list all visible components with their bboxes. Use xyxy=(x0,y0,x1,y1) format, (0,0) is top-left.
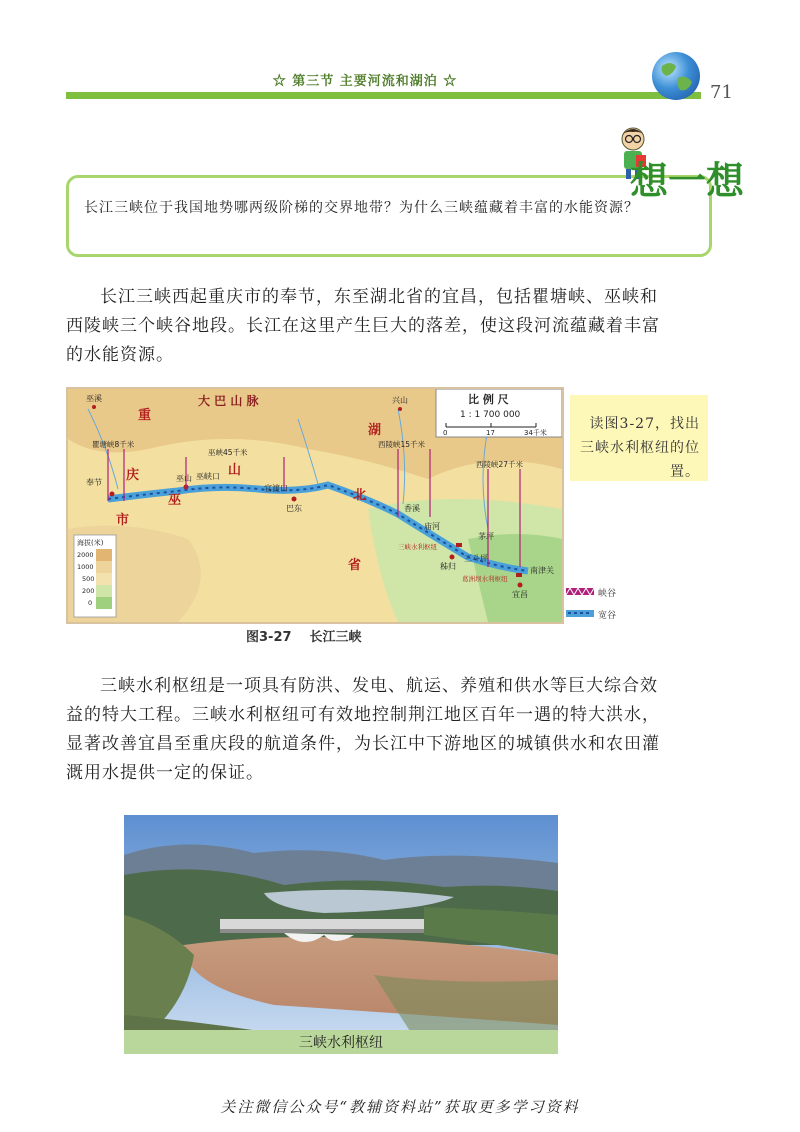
map-dam-label: 三峡水利枢纽 xyxy=(398,543,437,551)
map-region-label: 山 xyxy=(228,463,242,478)
map-region-label: 重 xyxy=(138,408,152,423)
map-region-label: 湖 xyxy=(368,423,382,438)
map-elevation-level: 2000 xyxy=(77,551,94,559)
map-place: 巴东 xyxy=(286,504,302,513)
map-dam-label: 葛洲坝水利枢纽 xyxy=(462,575,508,583)
map-gorge-label: 瞿塘峡8千米 xyxy=(92,440,135,449)
body-paragraph: 三峡水利枢纽是一项具有防洪、发电、航运、养殖和供水等巨大综合效益的特大工程。三峡水利枢纽可有效地控制荆江地区百年一遇的特大洪水，显著改善宜昌至重庆段的航道条件，为长江中下游地区的城镇供水和农田灌溉用水提供一定的保证。 xyxy=(66,676,660,783)
header-divider xyxy=(66,92,701,99)
three-gorges-map xyxy=(66,387,564,624)
valley-legend-gorge: 峡谷 xyxy=(598,589,617,599)
map-place: 南津关 xyxy=(530,566,554,575)
map-elevation-title: 海拔(米) xyxy=(77,539,104,547)
map-caption-title: 长江三峡 xyxy=(309,630,362,645)
map-region-label: 省 xyxy=(348,558,362,573)
map-place: 三斗坪 xyxy=(464,554,488,563)
map-scale-title: 比 例 尺 xyxy=(468,393,509,406)
map-place: 宜昌 xyxy=(512,590,528,599)
map-place: 香溪 xyxy=(404,504,420,513)
footer-watermark: 关注微信公众号“教辅资料站”获取更多学习资料 xyxy=(220,1098,580,1116)
map-scale-tick: 0 xyxy=(443,429,448,437)
map-scale-ratio: 1 : 1 700 000 xyxy=(460,410,521,420)
map-gorge-label: 西陵峡15千米 xyxy=(378,440,426,449)
map-scale-tick: 34千米 xyxy=(524,429,547,437)
map-place: 奉节 xyxy=(86,478,102,487)
map-place: 秭归 xyxy=(440,562,456,571)
three-gorges-dam-photo xyxy=(124,815,558,1053)
map-place: 巫峡口 xyxy=(196,472,220,481)
map-region-label: 市 xyxy=(116,513,130,528)
map-caption-number: 图3-27 xyxy=(246,630,292,645)
map-elevation-level: 1000 xyxy=(77,563,94,571)
map-place: 茅坪 xyxy=(478,532,494,541)
side-note-text: 读图3-27，找出三峡水利枢纽的位置。 xyxy=(580,416,700,480)
map-region-label: 北 xyxy=(353,488,367,503)
map-elevation-level: 200 xyxy=(82,587,95,595)
body-paragraph: 长江三峡西起重庆市的奉节，东至湖北省的宜昌，包括瞿塘峡、巫峡和西陵峡三个峡谷地段。长江在这里产生巨大的落差，使这段河流蕴藏着丰富的水能资源。 xyxy=(66,287,660,365)
map-place: 兴山 xyxy=(392,396,408,405)
page-number: 71 xyxy=(710,82,733,103)
map-place: 官渡口 xyxy=(264,484,288,493)
map-caption xyxy=(246,626,380,645)
map-elevation-level: 500 xyxy=(82,575,95,583)
map-region-label: 庆 xyxy=(126,468,140,483)
map-gorge-label: 巫峡45千米 xyxy=(208,448,248,457)
map-elevation-level: 0 xyxy=(88,599,93,607)
photo-caption: 三峡水利枢纽 xyxy=(299,1035,383,1051)
think-label: 想一想 xyxy=(630,158,745,203)
valley-legend xyxy=(566,586,626,620)
think-question: 长江三峡位于我国地势哪两级阶梯的交界地带？为什么三峡蕴藏着丰富的水能资源？ xyxy=(84,200,639,216)
map-scale-tick: 17 xyxy=(486,429,495,437)
map-place: 巫山 xyxy=(176,474,192,483)
map-region-label: 巫 xyxy=(168,493,182,508)
valley-legend-wide: 宽谷 xyxy=(598,611,617,620)
globe-icon xyxy=(652,52,700,100)
header-title: ☆ 第三节 主要河流和湖泊 ☆ xyxy=(272,74,458,89)
map-gorge-label: 西陵峡27千米 xyxy=(476,460,524,469)
map-place: 巫溪 xyxy=(86,394,102,403)
map-place: 庙河 xyxy=(424,522,440,531)
map-mountain-label: 大 巴 山 脉 xyxy=(198,394,259,408)
